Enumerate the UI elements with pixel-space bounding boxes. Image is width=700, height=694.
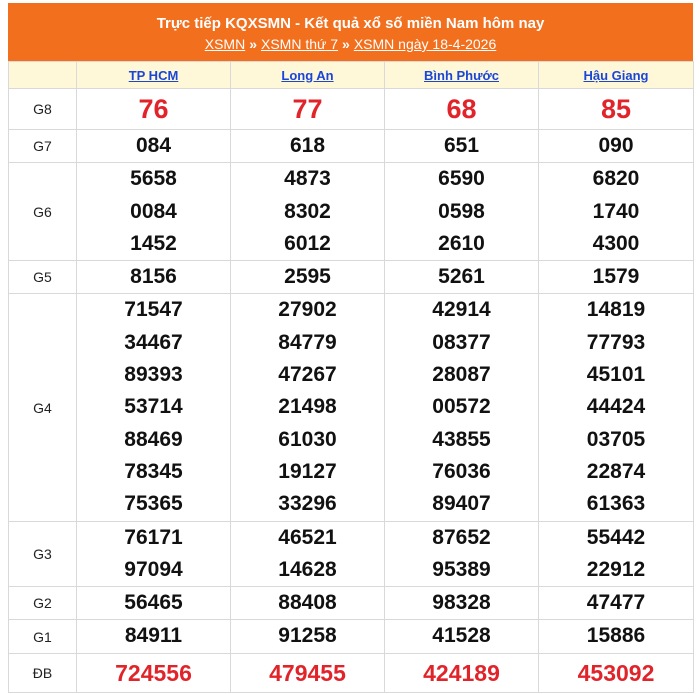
prize-cell [385, 294, 539, 521]
results-table [8, 61, 694, 693]
prize-number: 45101 [586, 363, 646, 387]
prize-cell [231, 130, 385, 163]
prize-number: 56465 [124, 591, 183, 615]
prize-number: 5261 [438, 265, 485, 289]
prize-label: G8 [9, 89, 77, 130]
prize-number: 27902 [278, 298, 337, 322]
province-link-tp-hcm[interactable]: TP HCM [128, 67, 179, 83]
prize-cell [385, 521, 539, 587]
prize-cell [539, 620, 694, 653]
breadcrumb-separator: » [249, 36, 257, 52]
prize-cell [77, 587, 231, 620]
prize-cell [231, 89, 385, 130]
prize-number: 6820 [592, 167, 640, 191]
prize-number: 77 [292, 94, 323, 124]
prize-label: G4 [9, 294, 77, 521]
prize-cell [77, 294, 231, 521]
prize-row-1 [9, 130, 694, 163]
prize-cell [385, 261, 539, 294]
prize-cell [539, 163, 694, 261]
prize-cell [539, 587, 694, 620]
prize-row-7 [9, 620, 694, 653]
prize-number: 43855 [432, 427, 491, 451]
prize-cell [539, 89, 694, 130]
prize-number: 8156 [130, 265, 177, 289]
prize-number: 03705 [586, 427, 646, 451]
prize-number: 84779 [278, 330, 337, 354]
prize-cell [539, 653, 694, 692]
results-header [8, 3, 693, 61]
prize-cell [77, 620, 231, 653]
province-header [385, 62, 539, 89]
prize-cell [231, 261, 385, 294]
prize-number: 34467 [124, 330, 183, 354]
prize-number: 453092 [577, 659, 655, 686]
prize-number: 6590 [438, 167, 485, 191]
prize-row-3 [9, 261, 694, 294]
prize-cell [231, 653, 385, 692]
prize-number: 75365 [124, 492, 183, 516]
prize-number: 33296 [278, 492, 337, 516]
prize-number: 0598 [438, 199, 485, 223]
prize-cell [77, 653, 231, 692]
prize-number: 479455 [269, 659, 346, 686]
prize-row-0 [9, 89, 694, 130]
prize-number: 77793 [586, 330, 646, 354]
prize-cell [539, 294, 694, 521]
prize-label: G1 [9, 620, 77, 653]
prize-number: 4300 [592, 231, 640, 255]
prize-number: 61363 [586, 492, 646, 516]
prize-number: 47267 [278, 363, 337, 387]
prize-cell [385, 163, 539, 261]
prize-number: 1452 [130, 231, 177, 255]
prize-number: 8302 [284, 199, 331, 223]
prize-number: 21498 [278, 395, 337, 419]
prize-label: G2 [9, 587, 77, 620]
prize-number: 76 [138, 94, 169, 124]
prize-number: 2595 [284, 265, 331, 289]
prize-number: 84911 [124, 624, 183, 648]
prize-number: 47477 [586, 591, 646, 615]
prize-number: 87652 [432, 525, 491, 549]
prize-cell [385, 587, 539, 620]
prize-number: 19127 [278, 459, 337, 483]
prize-number: 95389 [432, 557, 491, 581]
breadcrumb [8, 35, 693, 53]
breadcrumb-xsmn-link[interactable]: XSMN [204, 36, 246, 52]
province-link-binh-phuoc[interactable]: Bình Phước [424, 67, 499, 83]
prize-label: G3 [9, 521, 77, 587]
results-panel [8, 3, 693, 693]
prize-cell [385, 89, 539, 130]
prize-number: 98328 [432, 591, 491, 615]
prize-number: 1740 [592, 199, 640, 223]
prize-cell [385, 653, 539, 692]
prize-number: 41528 [432, 624, 491, 648]
province-header-row [9, 62, 694, 89]
prize-number: 76036 [432, 459, 491, 483]
prize-number: 08377 [432, 330, 491, 354]
prize-cell [77, 163, 231, 261]
prize-number: 5658 [130, 167, 177, 191]
prize-number: 76171 [124, 525, 183, 549]
breadcrumb-separator: » [342, 36, 350, 52]
prize-number: 090 [598, 134, 634, 157]
province-header [231, 62, 385, 89]
prize-number: 00572 [432, 395, 491, 419]
prize-number: 46521 [278, 525, 337, 549]
prize-cell [231, 620, 385, 653]
prize-number: 42914 [432, 298, 491, 322]
prize-cell [385, 620, 539, 653]
prize-number: 724556 [115, 659, 192, 686]
prize-row-5 [9, 521, 694, 587]
prize-number: 44424 [586, 395, 646, 419]
prize-number: 14819 [586, 298, 646, 322]
prize-number: 28087 [432, 363, 491, 387]
prize-row-6 [9, 587, 694, 620]
province-link-hau-giang[interactable]: Hậu Giang [583, 67, 649, 83]
prize-cell [231, 521, 385, 587]
prize-number: 71547 [124, 298, 183, 322]
prize-row-4 [9, 294, 694, 521]
prize-number: 424189 [423, 659, 500, 686]
prize-number: 15886 [586, 624, 646, 648]
prize-cell [539, 130, 694, 163]
prize-cell [77, 521, 231, 587]
prize-number: 88408 [278, 591, 337, 615]
prize-number: 88469 [124, 427, 183, 451]
prize-number: 89393 [124, 363, 183, 387]
province-header [539, 62, 694, 89]
prize-number: 68 [446, 94, 477, 124]
prize-number: 89407 [432, 492, 491, 516]
prize-number: 22912 [586, 557, 646, 581]
prize-number: 0084 [130, 199, 177, 223]
prize-cell [539, 521, 694, 587]
prize-number: 651 [443, 134, 480, 157]
prize-cell [231, 587, 385, 620]
prize-number: 2610 [438, 231, 485, 255]
prize-label: G6 [9, 163, 77, 261]
prize-cell [77, 261, 231, 294]
prize-number: 55442 [586, 525, 646, 549]
prize-number: 78345 [124, 459, 183, 483]
page-title: Trực tiếp KQXSMN - Kết quả xổ số miền Nam hôm nay [156, 15, 545, 32]
prize-label: ĐB [9, 653, 77, 692]
prize-number: 4873 [284, 167, 331, 191]
prize-cell [231, 294, 385, 521]
prize-row-2 [9, 163, 694, 261]
prize-number: 14628 [278, 557, 337, 581]
prize-cell [77, 89, 231, 130]
prize-number: 6012 [284, 231, 331, 255]
prize-number: 618 [289, 134, 326, 157]
corner-cell [9, 62, 77, 89]
prize-label: G5 [9, 261, 77, 294]
province-link-long-an[interactable]: Long An [281, 67, 334, 83]
province-header [77, 62, 231, 89]
breadcrumb-xsmn-weekday-link[interactable]: XSMN thứ 7 [260, 36, 339, 52]
prize-cell [231, 163, 385, 261]
prize-cell [539, 261, 694, 294]
prize-number: 85 [600, 94, 632, 124]
prize-number: 61030 [278, 427, 337, 451]
prize-number: 084 [135, 134, 172, 157]
breadcrumb-xsmn-date-link[interactable]: XSMN ngày 18-4-2026 [353, 36, 497, 52]
prize-row-8 [9, 653, 694, 692]
prize-number: 97094 [124, 557, 183, 581]
prize-cell [385, 130, 539, 163]
prize-number: 53714 [124, 395, 183, 419]
prize-cell [77, 130, 231, 163]
prize-number: 1579 [592, 265, 640, 289]
prize-label: G7 [9, 130, 77, 163]
prize-number: 91258 [278, 624, 337, 648]
prize-number: 22874 [586, 459, 646, 483]
